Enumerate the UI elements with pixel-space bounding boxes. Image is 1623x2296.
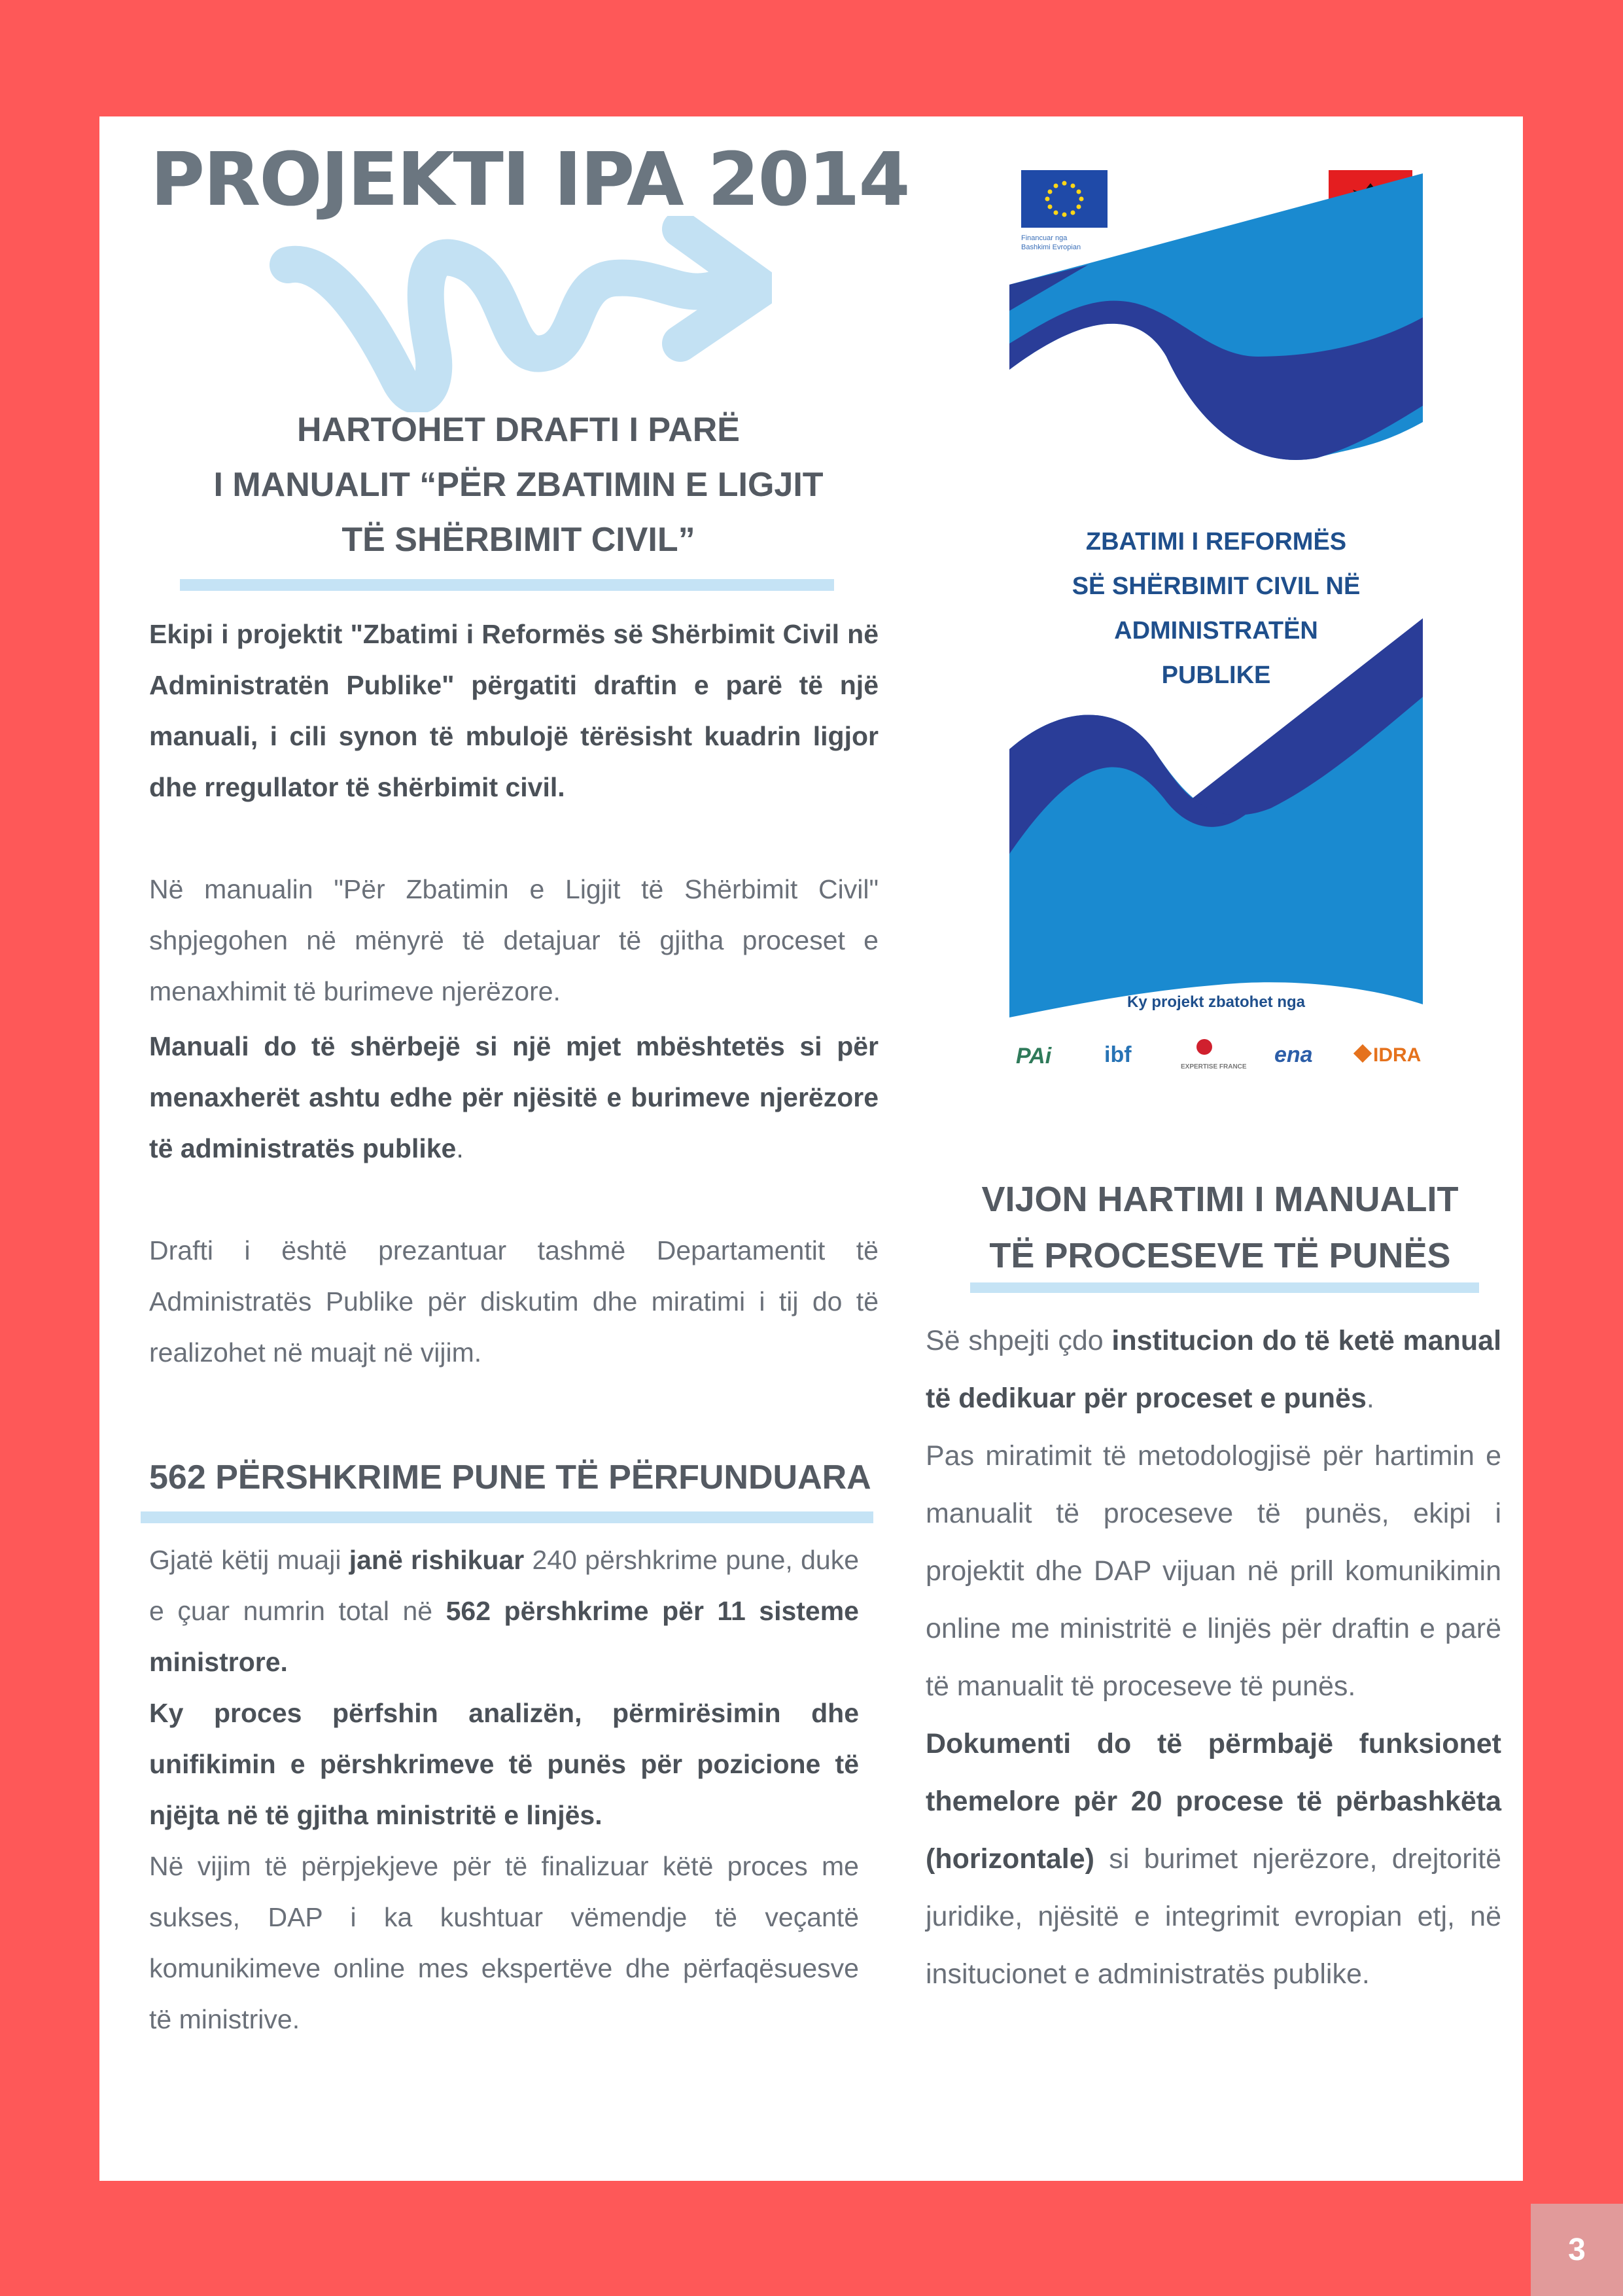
left-heading-line3: TË SHËRBIMIT CIVIL”	[341, 521, 695, 559]
section2-paragraph-2: Ky proces përfshin analizën, përmirësimin dhe unifikimin e përshkrimeve të punës për pozicione të njëjta në të gjitha ministritë e linjës.	[149, 1698, 859, 1830]
paragraph-3-text: Manuali do të shërbejë si një mjet mbështetës si për menaxherët ashtu edhe për njësitë e burimeve njerëzore të administratës publike	[149, 1031, 879, 1163]
paragraph-2: Në manualin "Për Zbatimin e Ligjit të Shërbimit Civil" shpjegohen në mënyrë të detajuar të gjitha proceset e menaxhimit të burimeve njerëzore.	[149, 874, 879, 1006]
poster-title-line1: ZBATIMI I REFORMËS	[1085, 528, 1347, 556]
right-paragraph-3	[926, 1715, 1501, 2003]
pai-logo: PAi	[1016, 1044, 1052, 1069]
section-underline	[141, 1511, 873, 1523]
section2-text	[149, 1534, 859, 2045]
page-number: 3	[1531, 2204, 1623, 2296]
s2-text-d: 562 përshkrime për 11 sisteme ministrore.	[149, 1596, 859, 1677]
poster-implemented-by: Ky projekt zbatohet nga	[1126, 993, 1306, 1011]
right-heading-line2: TË PROCESEVE TË PUNËS	[989, 1236, 1451, 1275]
left-heading-underline	[180, 579, 834, 591]
r3-text-b: si burimet njerëzore, drejtoritë juridike, njësitë e integrimit evropian etj, në insitucionet e administratës publike.	[926, 1843, 1501, 1990]
left-heading-line1: HARTOHET DRAFTI I PARË	[297, 411, 740, 449]
section2-paragraph-1	[149, 1534, 859, 1687]
poster-title-line4: PUBLIKE	[1161, 662, 1271, 689]
eu-flag-icon	[1021, 170, 1108, 228]
left-column-text	[149, 609, 879, 1378]
page-title: PROJEKTI IPA 2014	[150, 137, 909, 222]
ibf-logo: ibf	[1104, 1042, 1132, 1067]
poster-title-line2: SË SHËRBIMIT CIVIL NË	[1072, 573, 1361, 600]
r1-text-c: .	[1366, 1383, 1374, 1414]
right-paragraph-2: Pas miratimit të metodologjisë për hartimin e manualit të proceseve të punës, ekipi i projektit dhe DAP vijuan në prill komunikimin online me ministritë e linjës për draftin e parë të manualit të proceseve të punës.	[926, 1440, 1501, 1702]
section-title-job-descriptions: 562 PËRSHKRIME PUNE TË PËRFUNDUARA	[149, 1458, 871, 1496]
paragraph-3-end: .	[456, 1133, 464, 1163]
r1-text-b: institucion do të ketë manual të dedikuar për proceset e punës	[926, 1325, 1502, 1414]
s2-text-a: Gjatë këtij muaji	[149, 1545, 349, 1575]
r3-text-a: Dokumenti do të përmbajë funksionet themelore për 20 procese të përbashkëta (horizontale)	[926, 1728, 1501, 1875]
s2-text-c: 240 përshkrime pune, duke e çuar numrin total në	[149, 1545, 859, 1626]
eu-caption-line1: Financuar nga	[1021, 234, 1068, 242]
expertise-france-logo: EXPERTISE FRANCE	[1181, 1063, 1247, 1070]
ena-logo: ena	[1274, 1042, 1313, 1067]
squiggle-arrow-icon	[262, 216, 772, 412]
paragraph-4: Drafti i është prezantuar tashmë Departamentit të Administratës Publike për diskutim dhe miratimi i tij do të realizohet në muajt në vijim.	[149, 1235, 879, 1368]
left-heading	[150, 402, 886, 567]
poster-title-line3: ADMINISTRATËN	[1114, 617, 1318, 645]
s2-text-b: janë rishikuar	[349, 1545, 525, 1575]
project-poster-image	[1009, 160, 1423, 1076]
paragraph-3	[149, 1021, 879, 1174]
r1-text-a: Së shpejti çdo	[926, 1325, 1112, 1356]
paragraph-1: Ekipi i projektit "Zbatimi i Reformës së Shërbimit Civil në Administratën Publike" përgatiti draftin e parë të një manuali, i cili synon të mbulojë tërësisht kuadrin ligjor dhe rregullator të shërbimit civil.	[149, 619, 879, 802]
right-column-text	[926, 1312, 1501, 2003]
left-heading-line2: I MANUALIT “PËR ZBATIMIN E LIGJIT	[213, 466, 824, 504]
eu-caption-line2: Bashkimi Evropian	[1021, 243, 1081, 251]
right-heading-underline	[970, 1282, 1479, 1293]
right-heading	[942, 1171, 1498, 1284]
right-heading-line1: VIJON HARTIMI I MANUALIT	[981, 1180, 1459, 1219]
right-paragraph-1	[926, 1312, 1501, 1427]
section2-paragraph-3: Në vijim të përpjekjeve për të finalizuar këtë proces me sukses, DAP i ka kushtuar vëmendje të veçantë komunikimeve online mes ekspertëve dhe përfaqësuesve të ministrive.	[149, 1851, 859, 2034]
idra-logo: IDRA	[1373, 1044, 1422, 1066]
